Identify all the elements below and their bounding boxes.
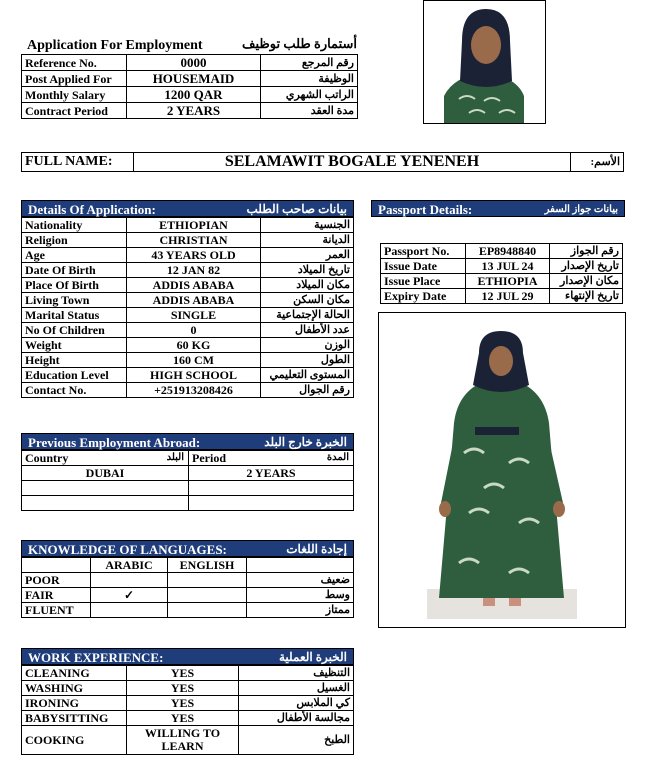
details-row	[22, 323, 354, 338]
details-row-label: Marital Status	[22, 308, 127, 323]
passport-title-ar: بيانات جواز السفر	[544, 204, 618, 215]
details-row-label-ar: الطول	[261, 353, 354, 368]
language-english-cell	[168, 588, 247, 603]
full-name-value: SELAMAWIT BOGALE YENENEH	[134, 153, 571, 172]
details-row-label: No Of Children	[22, 323, 127, 338]
details-row-label: Religion	[22, 233, 127, 248]
details-row-label: Date Of Birth	[22, 263, 127, 278]
work-header	[21, 648, 354, 665]
details-row-label-ar: الحالة الإجتماعية	[261, 308, 354, 323]
details-row	[22, 263, 354, 278]
details-row-label-ar: الوزن	[261, 338, 354, 353]
details-row-label-ar: مكان الميلاد	[261, 278, 354, 293]
top-info-table	[21, 54, 358, 119]
passport-row-value: 13 JUL 24	[466, 259, 550, 274]
prev-row-period: 2 YEARS	[189, 466, 354, 481]
passport-row	[381, 289, 623, 304]
prev-employment-title-en: Previous Employment Abroad:	[28, 435, 201, 450]
work-row-value: YES	[127, 696, 239, 711]
language-level-label-ar: وسط	[247, 588, 354, 603]
top-row-label-ar: مدة العقد	[261, 103, 358, 119]
work-row-label-ar: كي الملابس	[239, 696, 354, 711]
details-row-label: Place Of Birth	[22, 278, 127, 293]
work-row-label: IRONING	[22, 696, 127, 711]
prev-employment-title-ar: الخبرة خارج البلد	[264, 435, 347, 449]
work-title-en: WORK EXPERIENCE:	[28, 650, 164, 665]
details-row-label-ar: عدد الأطفال	[261, 323, 354, 338]
prev-col-country	[22, 451, 189, 466]
languages-title-en: KNOWLEDGE OF LANGUAGES:	[28, 542, 227, 557]
details-row	[22, 248, 354, 263]
passport-row-label-ar: رقم الجواز	[550, 244, 623, 259]
top-row-value: HOUSEMAID	[127, 71, 261, 87]
lang-col-english: ENGLISH	[168, 558, 247, 573]
details-row-value: 12 JAN 82	[127, 263, 261, 278]
language-arabic-cell	[91, 603, 168, 618]
work-row-value: WILLING TO LEARN	[127, 726, 239, 755]
prev-row-period	[189, 496, 354, 511]
work-table	[21, 665, 354, 755]
details-row-value: HIGH SCHOOL	[127, 368, 261, 383]
passport-row	[381, 259, 623, 274]
work-row-value: YES	[127, 666, 239, 681]
details-row-label-ar: الديانة	[261, 233, 354, 248]
language-row	[22, 573, 354, 588]
details-row-label-ar: المستوى التعليمي	[261, 368, 354, 383]
work-row-value: YES	[127, 681, 239, 696]
passport-row-value: 12 JUL 29	[466, 289, 550, 304]
details-row-value: ADDIS ABABA	[127, 278, 261, 293]
details-row	[22, 218, 354, 233]
details-row-label-ar: الجنسية	[261, 218, 354, 233]
top-row-label-ar: رقم المرجع	[261, 55, 358, 71]
details-table	[21, 217, 354, 398]
work-row-label-ar: الغسيل	[239, 681, 354, 696]
prev-row-period	[189, 481, 354, 496]
lang-col-arabic: ARABIC	[91, 558, 168, 573]
passport-row	[381, 274, 623, 289]
top-row-label: Monthly Salary	[22, 87, 127, 103]
passport-row-label: Expiry Date	[381, 289, 466, 304]
work-row-label: WASHING	[22, 681, 127, 696]
top-row-label-ar: الراتب الشهري	[261, 87, 358, 103]
details-row-label: Nationality	[22, 218, 127, 233]
language-level-label: FAIR	[22, 588, 91, 603]
top-row-label: Post Applied For	[22, 71, 127, 87]
passport-row-label-ar: تاريخ الإنتهاء	[550, 289, 623, 304]
prev-employment-row	[22, 481, 354, 496]
prev-employment-header	[21, 433, 354, 450]
details-row-value: +251913208426	[127, 383, 261, 398]
passport-row-value: EP8948840	[466, 244, 550, 259]
languages-title-ar: إجادة اللغات	[286, 542, 347, 556]
full-body-photo	[378, 312, 626, 628]
language-level-label: FLUENT	[22, 603, 91, 618]
details-row-label-ar: رقم الجوال	[261, 383, 354, 398]
details-row-value: SINGLE	[127, 308, 261, 323]
top-row	[22, 103, 358, 119]
prev-col-country-label: Country	[25, 451, 69, 465]
top-row	[22, 55, 358, 71]
work-row	[22, 666, 354, 681]
details-row	[22, 278, 354, 293]
passport-row-label: Issue Date	[381, 259, 466, 274]
language-arabic-cell: ✓	[91, 588, 168, 603]
prev-employment-row	[22, 496, 354, 511]
prev-row-country	[22, 481, 189, 496]
headshot-photo	[423, 0, 546, 124]
top-row-label: Contract Period	[22, 103, 127, 119]
languages-table	[21, 557, 354, 618]
language-row	[22, 588, 354, 603]
languages-header	[21, 540, 354, 557]
passport-row-label-ar: مكان الإصدار	[550, 274, 623, 289]
details-row	[22, 353, 354, 368]
details-row-value: 60 KG	[127, 338, 261, 353]
work-row-value: YES	[127, 711, 239, 726]
details-row-value: 43 YEARS OLD	[127, 248, 261, 263]
top-row-value: 0000	[127, 55, 261, 71]
language-english-cell	[168, 573, 247, 588]
top-row-value: 2 YEARS	[127, 103, 261, 119]
work-row-label: CLEANING	[22, 666, 127, 681]
passport-row-label: Issue Place	[381, 274, 466, 289]
prev-col-period	[189, 451, 354, 466]
work-row-label-ar: التنظيف	[239, 666, 354, 681]
prev-col-period-ar: المدة	[326, 452, 349, 463]
top-row	[22, 71, 358, 87]
prev-employment-row	[22, 466, 354, 481]
details-row	[22, 308, 354, 323]
details-row	[22, 293, 354, 308]
full-name-label-ar: الأسم:	[571, 153, 624, 172]
details-row-label: Height	[22, 353, 127, 368]
language-level-label-ar: ضعيف	[247, 573, 354, 588]
details-row-value: CHRISTIAN	[127, 233, 261, 248]
details-row	[22, 233, 354, 248]
passport-table	[380, 243, 623, 304]
details-row-value: ADDIS ABABA	[127, 293, 261, 308]
work-row	[22, 696, 354, 711]
details-title-en: Details Of Application:	[28, 202, 156, 217]
details-row-value: ETHIOPIAN	[127, 218, 261, 233]
details-row	[22, 368, 354, 383]
passport-row	[381, 244, 623, 259]
details-row-label: Weight	[22, 338, 127, 353]
form-title-ar: أستمارة طلب توظيف	[242, 36, 357, 51]
top-row	[22, 87, 358, 103]
language-level-label: POOR	[22, 573, 91, 588]
language-row	[22, 603, 354, 618]
prev-row-country: DUBAI	[22, 466, 189, 481]
lang-corner	[22, 558, 91, 573]
details-title-ar: بيانات صاحب الطلب	[246, 202, 347, 216]
work-row-label-ar: مجالسة الأطفال	[239, 711, 354, 726]
details-header	[21, 200, 354, 217]
full-name-table	[21, 152, 624, 172]
prev-col-period-label: Period	[192, 451, 226, 465]
work-row-label: COOKING	[22, 726, 127, 755]
details-row-label: Education Level	[22, 368, 127, 383]
work-row	[22, 711, 354, 726]
passport-row-label-ar: تاريخ الإصدار	[550, 259, 623, 274]
details-row-label-ar: تاريخ الميلاد	[261, 263, 354, 278]
full-name-label: FULL NAME:	[22, 153, 134, 172]
prev-employment-table	[21, 450, 354, 511]
details-row-value: 160 CM	[127, 353, 261, 368]
details-row-value: 0	[127, 323, 261, 338]
work-row-label-ar: الطبخ	[239, 726, 354, 755]
details-row-label: Contact No.	[22, 383, 127, 398]
work-row	[22, 681, 354, 696]
details-row	[22, 383, 354, 398]
top-row-label-ar: الوظيفة	[261, 71, 358, 87]
top-row-value: 1200 QAR	[127, 87, 261, 103]
lang-corner-right	[247, 558, 354, 573]
details-row-label-ar: العمر	[261, 248, 354, 263]
details-row-label: Age	[22, 248, 127, 263]
work-row	[22, 726, 354, 755]
passport-row-value: ETHIOPIA	[466, 274, 550, 289]
details-row	[22, 338, 354, 353]
details-row-label: Living Town	[22, 293, 127, 308]
passport-header	[371, 200, 625, 217]
details-row-label-ar: مكان السكن	[261, 293, 354, 308]
passport-row-label: Passport No.	[381, 244, 466, 259]
top-row-label: Reference No.	[22, 55, 127, 71]
work-title-ar: الخبرة العملية	[278, 650, 347, 664]
passport-title-en: Passport Details:	[378, 202, 473, 217]
language-arabic-cell	[91, 573, 168, 588]
work-row-label: BABYSITTING	[22, 711, 127, 726]
prev-col-country-ar: البلد	[166, 452, 184, 463]
form-title-en: Application For Employment	[27, 38, 203, 53]
language-level-label-ar: ممتاز	[247, 603, 354, 618]
prev-row-country	[22, 496, 189, 511]
language-english-cell	[168, 603, 247, 618]
